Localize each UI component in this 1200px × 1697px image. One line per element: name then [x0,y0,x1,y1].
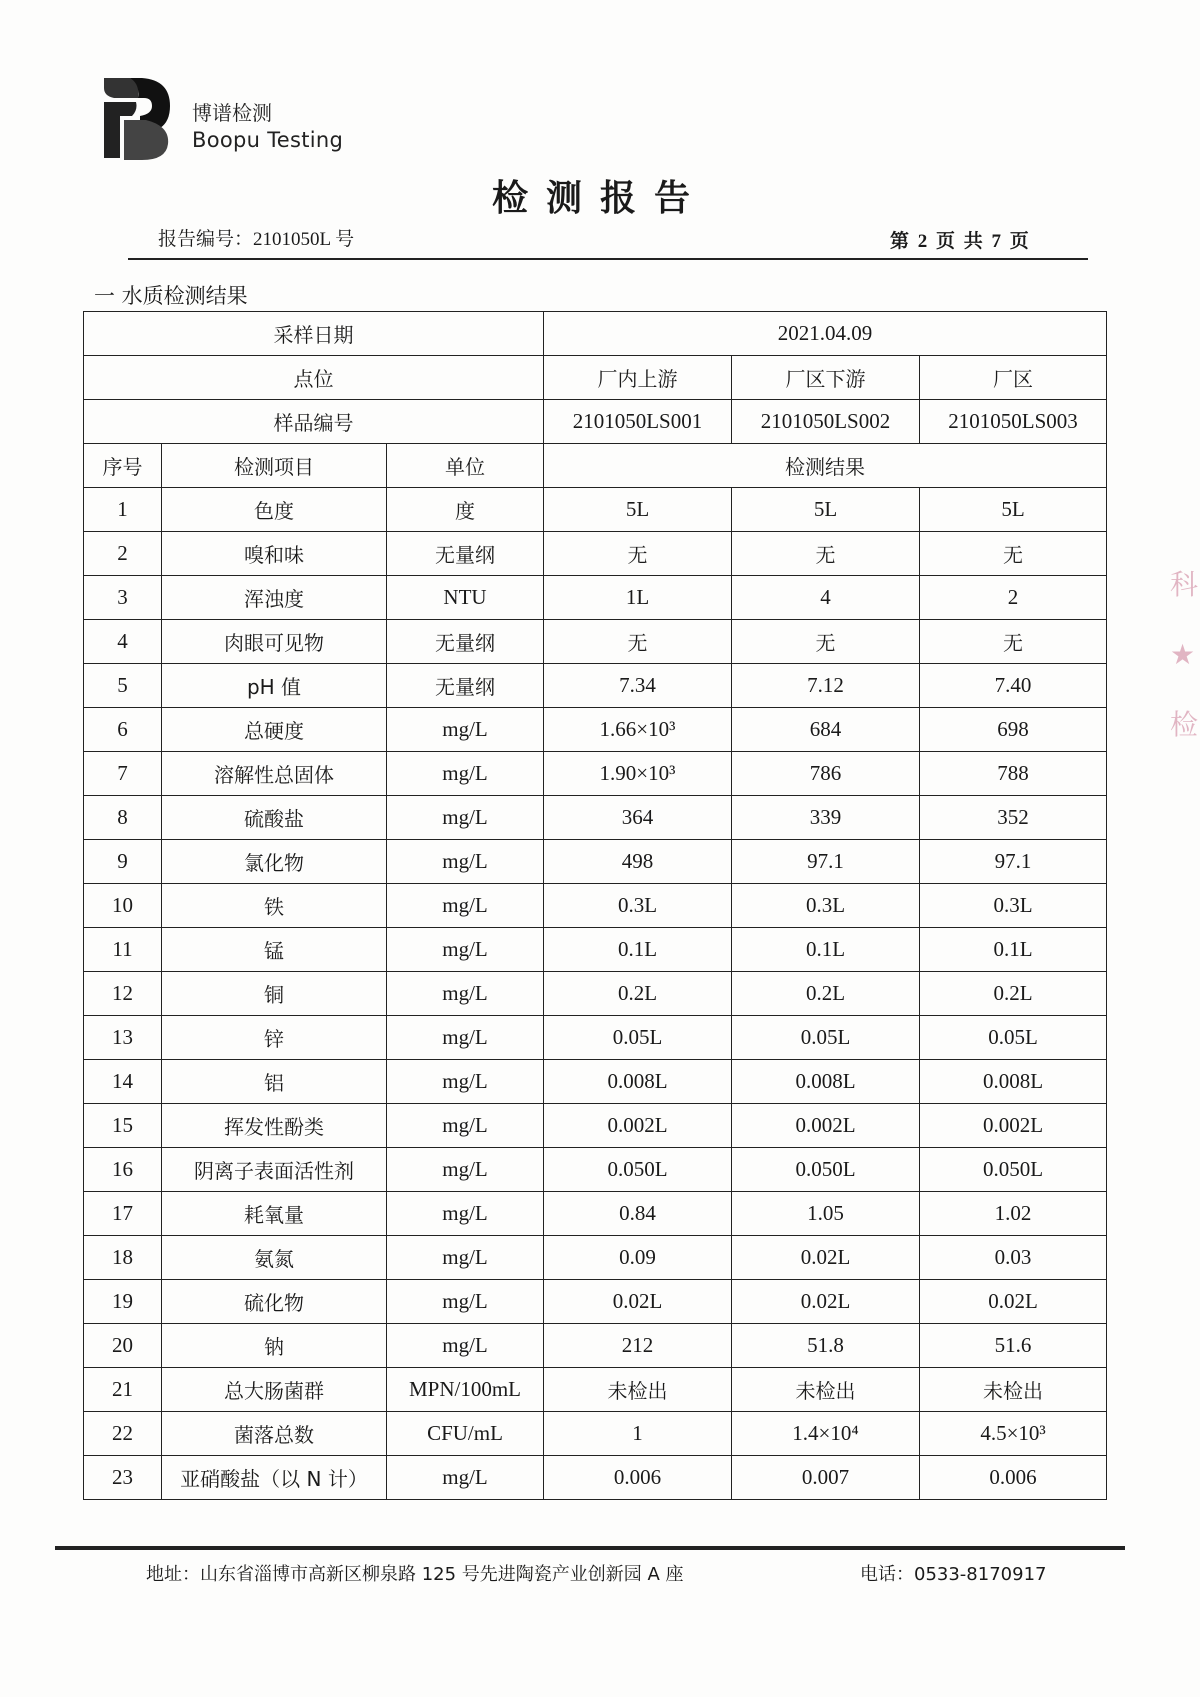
result-3: 0.02L [920,1280,1107,1324]
result-1: 0.002L [544,1104,732,1148]
unit: 无量纲 [387,620,544,664]
result-2: 1.05 [732,1192,920,1236]
test-item: 总大肠菌群 [162,1368,387,1412]
result-1: 0.05L [544,1016,732,1060]
brand-name-en: Boopu Testing [192,128,344,152]
result-3: 0.05L [920,1016,1107,1060]
row-number: 2 [84,532,162,576]
table-row [84,1324,1107,1368]
row-number: 16 [84,1148,162,1192]
test-item: 阴离子表面活性剂 [162,1148,387,1192]
result-2: 0.2L [732,972,920,1016]
table-row [84,1280,1107,1324]
unit: CFU/mL [387,1412,544,1456]
result-3: 51.6 [920,1324,1107,1368]
result-2: 0.008L [732,1060,920,1104]
location-2: 厂区下游 [732,356,920,400]
header-item: 检测项目 [162,444,387,488]
result-2: 0.02L [732,1280,920,1324]
result-1: 498 [544,840,732,884]
test-item: 铁 [162,884,387,928]
result-1: 未检出 [544,1368,732,1412]
unit: mg/L [387,1016,544,1060]
sampling-date-row [84,312,1107,356]
result-2: 0.050L [732,1148,920,1192]
report-number: 报告编号：2101050L 号 [158,229,355,250]
row-number: 1 [84,488,162,532]
result-3: 5L [920,488,1107,532]
test-item: 锌 [162,1016,387,1060]
test-item: 挥发性酚类 [162,1104,387,1148]
result-1: 0.02L [544,1280,732,1324]
result-1: 1.90×10³ [544,752,732,796]
result-3: 698 [920,708,1107,752]
test-item: 总硬度 [162,708,387,752]
table-row [84,1148,1107,1192]
row-number: 15 [84,1104,162,1148]
result-1: 0.008L [544,1060,732,1104]
row-number: 11 [84,928,162,972]
result-2: 0.007 [732,1456,920,1500]
result-3: 97.1 [920,840,1107,884]
test-item: 铝 [162,1060,387,1104]
table-row [84,840,1107,884]
page-indicator: 第 2 页 共 7 页 [890,231,1029,252]
table-row [84,664,1107,708]
result-1: 0.09 [544,1236,732,1280]
row-number: 23 [84,1456,162,1500]
result-2: 1.4×10⁴ [732,1412,920,1456]
unit: mg/L [387,1192,544,1236]
result-1: 364 [544,796,732,840]
result-3: 0.2L [920,972,1107,1016]
result-2: 5L [732,488,920,532]
result-3: 未检出 [920,1368,1107,1412]
table-row [84,1412,1107,1456]
row-number: 8 [84,796,162,840]
header-result: 检测结果 [544,444,1107,488]
row-number: 5 [84,664,162,708]
result-1: 0.1L [544,928,732,972]
footer-divider [55,1546,1125,1550]
result-3: 352 [920,796,1107,840]
row-number: 21 [84,1368,162,1412]
seal-stamp [1170,550,1200,770]
test-item: 氨氮 [162,1236,387,1280]
sampling-date-label: 采样日期 [84,312,544,356]
result-3: 0.008L [920,1060,1107,1104]
table-row [84,1016,1107,1060]
test-item: 锰 [162,928,387,972]
row-number: 9 [84,840,162,884]
row-number: 17 [84,1192,162,1236]
result-1: 无 [544,620,732,664]
location-3: 厂区 [920,356,1107,400]
result-1: 1L [544,576,732,620]
header-unit: 单位 [387,444,544,488]
water-quality-results-table [83,311,1107,1500]
test-item: 硫酸盐 [162,796,387,840]
result-3: 0.050L [920,1148,1107,1192]
table-row [84,1060,1107,1104]
table-row [84,796,1107,840]
result-1: 0.3L [544,884,732,928]
result-2: 339 [732,796,920,840]
location-1: 厂内上游 [544,356,732,400]
footer-address: 地址：山东省淄博市高新区柳泉路 125 号先进陶瓷产业创新园 A 座 [146,1564,684,1585]
section-title: 一 水质检测结果 [94,284,248,308]
unit: NTU [387,576,544,620]
result-2: 684 [732,708,920,752]
row-number: 12 [84,972,162,1016]
unit: mg/L [387,1236,544,1280]
result-3: 788 [920,752,1107,796]
location-row [84,356,1107,400]
result-3: 2 [920,576,1107,620]
table-row [84,708,1107,752]
unit: mg/L [387,972,544,1016]
test-item: 溶解性总固体 [162,752,387,796]
result-3: 无 [920,620,1107,664]
stamp-char: 检 [1170,708,1199,741]
unit: mg/L [387,1280,544,1324]
test-item: 亚硝酸盐（以 N 计） [162,1456,387,1500]
result-2: 0.02L [732,1236,920,1280]
row-number: 13 [84,1016,162,1060]
sample-number-2: 2101050LS002 [732,400,920,444]
test-item: 色度 [162,488,387,532]
brand-name-cn: 博谱检测 [192,101,272,125]
unit: mg/L [387,1456,544,1500]
stamp-star-icon: ★ [1170,638,1196,671]
test-item: 氯化物 [162,840,387,884]
result-2: 未检出 [732,1368,920,1412]
table-row [84,488,1107,532]
test-item: 菌落总数 [162,1412,387,1456]
result-3: 7.40 [920,664,1107,708]
unit: 度 [387,488,544,532]
unit: mg/L [387,884,544,928]
table-row [84,1104,1107,1148]
table-row [84,928,1107,972]
stamp-char: 科 [1170,568,1199,601]
result-3: 0.1L [920,928,1107,972]
row-number: 19 [84,1280,162,1324]
result-1: 0.84 [544,1192,732,1236]
result-1: 1 [544,1412,732,1456]
test-item: 钠 [162,1324,387,1368]
result-3: 0.006 [920,1456,1107,1500]
location-label: 点位 [84,356,544,400]
row-number: 3 [84,576,162,620]
footer-phone: 电话：0533-8170917 [860,1564,1047,1585]
table-row [84,972,1107,1016]
unit: 无量纲 [387,664,544,708]
unit: mg/L [387,752,544,796]
sample-number-row [84,400,1107,444]
header-divider [128,258,1088,260]
result-3: 4.5×10³ [920,1412,1107,1456]
result-2: 无 [732,620,920,664]
result-2: 0.002L [732,1104,920,1148]
result-2: 4 [732,576,920,620]
sample-number-3: 2101050LS003 [920,400,1107,444]
result-3: 无 [920,532,1107,576]
table-row [84,1192,1107,1236]
test-item: 嗅和味 [162,532,387,576]
row-number: 18 [84,1236,162,1280]
report-title: 检测报告 [491,177,708,219]
result-2: 7.12 [732,664,920,708]
table-row [84,1368,1107,1412]
unit: mg/L [387,1104,544,1148]
unit: MPN/100mL [387,1368,544,1412]
unit: 无量纲 [387,532,544,576]
unit: mg/L [387,796,544,840]
column-header-row [84,444,1107,488]
table-row [84,1236,1107,1280]
table-row [84,1456,1107,1500]
unit: mg/L [387,1324,544,1368]
result-1: 7.34 [544,664,732,708]
row-number: 14 [84,1060,162,1104]
sample-number-1: 2101050LS001 [544,400,732,444]
table-row [84,620,1107,664]
result-2: 无 [732,532,920,576]
result-2: 0.1L [732,928,920,972]
result-1: 0.006 [544,1456,732,1500]
table-row [84,884,1107,928]
unit: mg/L [387,1060,544,1104]
test-item: 铜 [162,972,387,1016]
table-row [84,576,1107,620]
result-3: 0.03 [920,1236,1107,1280]
result-2: 51.8 [732,1324,920,1368]
row-number: 6 [84,708,162,752]
sample-number-label: 样品编号 [84,400,544,444]
unit: mg/L [387,1148,544,1192]
test-item: 硫化物 [162,1280,387,1324]
row-number: 4 [84,620,162,664]
row-number: 10 [84,884,162,928]
result-3: 1.02 [920,1192,1107,1236]
result-2: 0.3L [732,884,920,928]
result-2: 0.05L [732,1016,920,1060]
result-3: 0.3L [920,884,1107,928]
result-1: 无 [544,532,732,576]
test-item: 肉眼可见物 [162,620,387,664]
test-item: 耗氧量 [162,1192,387,1236]
result-1: 0.2L [544,972,732,1016]
row-number: 22 [84,1412,162,1456]
result-2: 97.1 [732,840,920,884]
boopu-logo-icon [100,76,172,160]
result-1: 0.050L [544,1148,732,1192]
unit: mg/L [387,708,544,752]
unit: mg/L [387,840,544,884]
table-row [84,532,1107,576]
sampling-date-value: 2021.04.09 [544,312,1107,356]
result-1: 212 [544,1324,732,1368]
header-no: 序号 [84,444,162,488]
table-row [84,752,1107,796]
row-number: 7 [84,752,162,796]
test-item: pH 值 [162,664,387,708]
test-item: 浑浊度 [162,576,387,620]
brand [192,100,343,154]
result-3: 0.002L [920,1104,1107,1148]
result-1: 1.66×10³ [544,708,732,752]
row-number: 20 [84,1324,162,1368]
result-2: 786 [732,752,920,796]
result-1: 5L [544,488,732,532]
unit: mg/L [387,928,544,972]
